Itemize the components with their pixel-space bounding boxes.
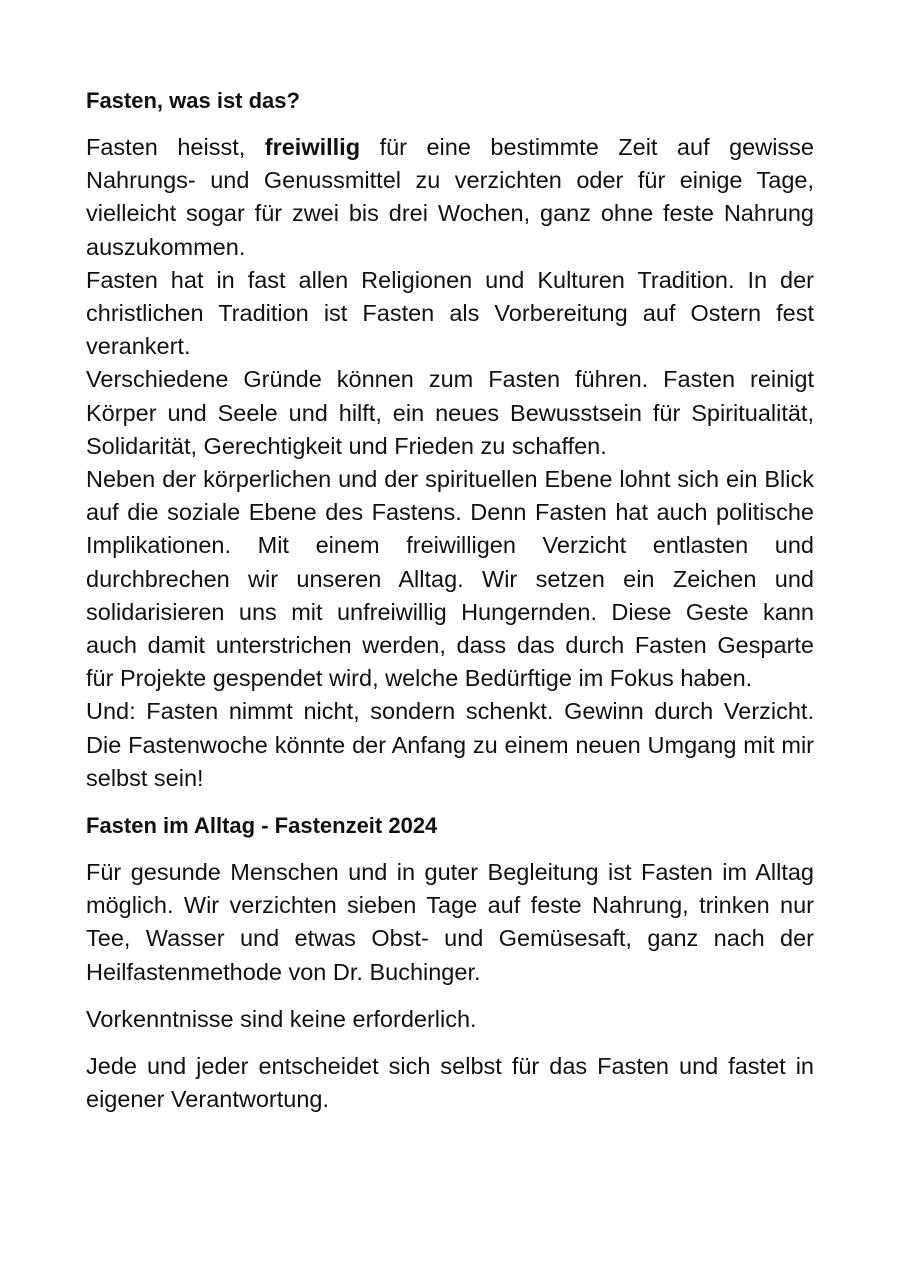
document-page bbox=[86, 84, 814, 1116]
paragraph-gain: Und: Fasten nimmt nicht, sondern schenkt. Gewinn durch Verzicht. Die Fastenwoche könnte der Anfang zu einem neuen Umgang mit mir selbst sein! bbox=[86, 698, 814, 791]
section-heading-fasten-was-ist-das: Fasten, was ist das? bbox=[86, 88, 300, 113]
paragraph-tradition: Fasten hat in fast allen Religionen und Kulturen Tradition. In der christlichen Tradition ist Fasten als Vorbereitung auf Ostern fest verankert. bbox=[86, 266, 814, 360]
paragraph-social-level: Neben der körperlichen und der spirituellen Ebene lohnt sich ein Blick auf die soziale Ebene des Fastens. Denn Fasten hat auch politische Implikationen. Mit einem freiwilligen Verzicht entlasten und durchbrechen wir unseren Alltag. Wir setzen ein Zeichen und solidarisieren uns mit unfreiwillig Hungernden. Diese Geste kann auch damit unterstrichen werden, dass das durch Fasten Gesparte für Projekte gespendet wird, welche Bedürftige im Fokus haben. bbox=[86, 466, 814, 692]
section-heading-fasten-im-alltag: Fasten im Alltag - Fastenzeit 2024 bbox=[86, 813, 438, 839]
paragraph-prior-knowledge: Vorkenntnisse sind keine erforderlich. bbox=[86, 1005, 477, 1032]
definition-text-start: Fasten heisst, bbox=[86, 134, 265, 160]
paragraph-definition bbox=[86, 131, 814, 264]
definition-emphasis: freiwillig bbox=[264, 134, 361, 160]
paragraph-reasons: Verschiedene Gründe können zum Fasten führen. Fasten reinigt Körper und Seele und hilft, ein neues Bewusstsein für Spiritualität, Solidarität, Gerechtigkeit und Frieden zu schaffen. bbox=[86, 366, 814, 459]
definition-text-end: für eine bestimmte Zeit auf gewisse Nahrungs- und Genussmittel zu verzichten oder für einige Tage, vielleicht sogar für zwei bis drei Wochen, ganz ohne feste Nahrung auszukommen. bbox=[86, 134, 814, 260]
paragraph-healthy-people: Für gesunde Menschen und in guter Begleitung ist Fasten im Alltag möglich. Wir verzichten sieben Tage auf feste Nahrung, trinken nur Tee, Wasser und etwas Obst- und Gemüsesaft, ganz nach der Heilfastenmethode von Dr. Buchinger. bbox=[86, 859, 814, 985]
paragraph-responsibility: Jede und jeder entscheidet sich selbst für das Fasten und fastet in eigener Verantwortung. bbox=[86, 1053, 814, 1113]
